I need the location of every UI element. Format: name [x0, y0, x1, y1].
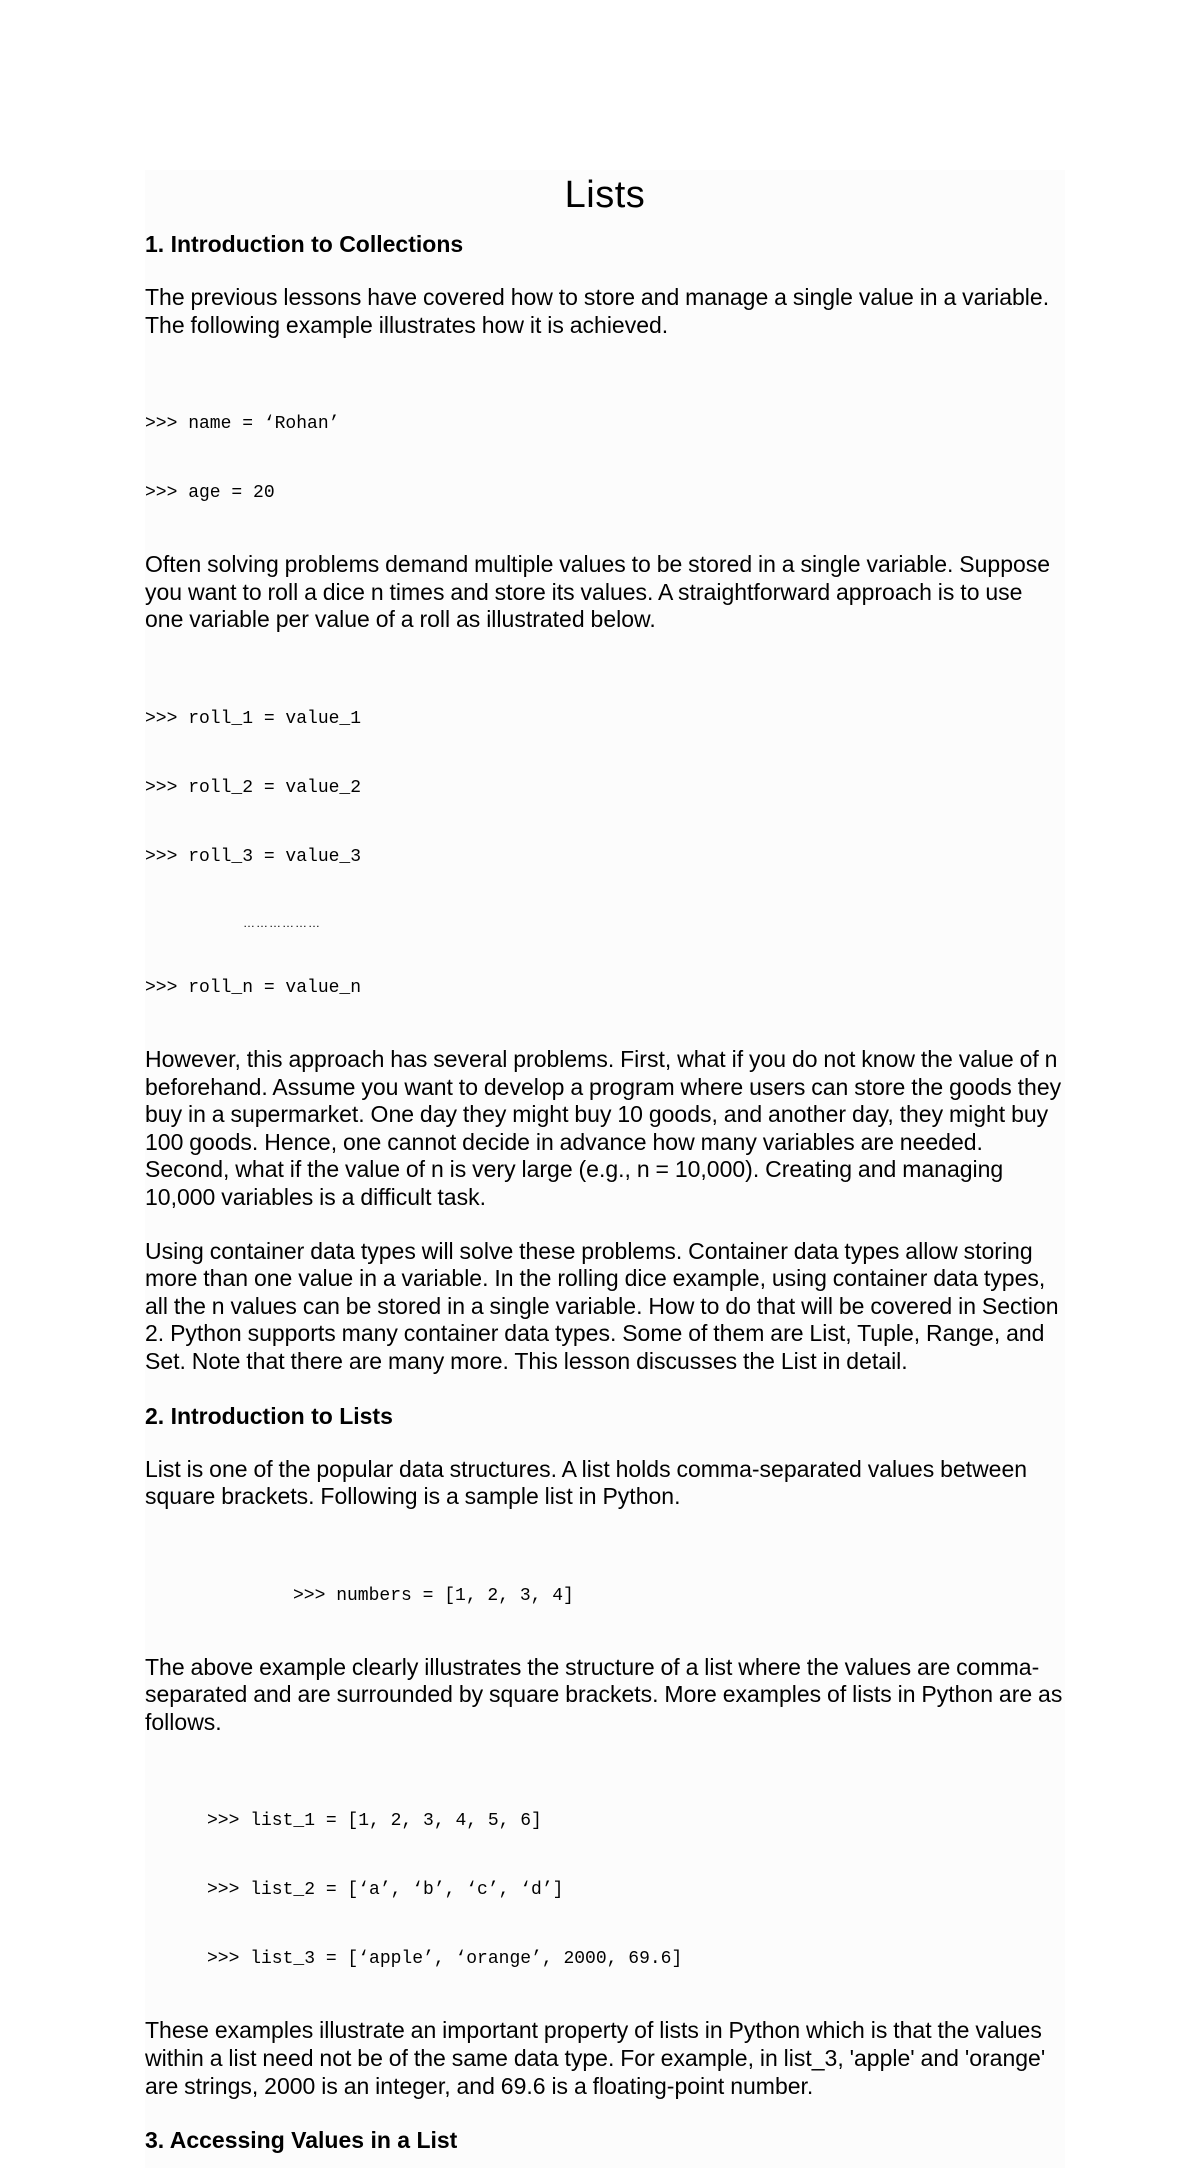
code-block-list-examples [145, 1764, 1065, 2017]
code-line: >>> list_2 = [‘a’, ‘b’, ‘c’, ‘d’] [207, 1880, 564, 1901]
section-2-paragraph-1: List is one of the popular data structures. A list holds comma-separated values between square brackets. Following is a sample list in Python. [145, 1455, 1028, 1510]
code-block-numbers [145, 1539, 1065, 1654]
section-2-paragraph-2: The above example clearly illustrates the structure of a list where the values are comma-separated and are surrounded by square brackets. More examples of lists in Python are as follows. [145, 1653, 1063, 1735]
code-block-roll-n [145, 931, 1065, 1046]
code-block-rolls [145, 662, 1065, 915]
code-line: >>> list_3 = [‘apple’, ‘orange’, 2000, 69.6] [207, 1949, 683, 1970]
code-line: >>> name = ‘Rohan’ [145, 414, 340, 435]
section-2-paragraph-3: These examples illustrate an important property of lists in Python which is that the values within a list need not be of the same data type. For example, in list_3, 'apple' and 'orange' are strings, 2000 is an integer, and 69.6 is a floating-point number. [145, 2017, 1046, 2099]
code-line: >>> numbers = [1, 2, 3, 4] [293, 1585, 574, 1606]
code-line: >>> roll_n = value_n [145, 977, 362, 998]
code-line: >>> list_1 = [1, 2, 3, 4, 5, 6] [207, 1811, 542, 1832]
section-2-heading: 2. Introduction to Lists [145, 1402, 393, 1429]
document-content [145, 170, 1065, 2168]
code-block-variables [145, 367, 1065, 551]
section-1-paragraph-1: The previous lessons have covered how to store and manage a single value in a variable. The following example illustrates how it is achieved. [145, 284, 1050, 338]
section-1-heading: 1. Introduction to Collections [145, 231, 464, 257]
code-line: >>> roll_3 = value_3 [145, 846, 362, 867]
page-title: Lists [564, 174, 646, 216]
section-1-paragraph-2: Often solving problems demand multiple values to be stored in a single variable. Suppose you want to roll a dice n times and store its values. A straightforward approach is to use one variable per value of a roll as illustrated below. [145, 551, 1051, 633]
code-line: >>> roll_1 = value_1 [145, 708, 362, 729]
code-line: >>> age = 20 [145, 483, 275, 504]
section-1-paragraph-3: However, this approach has several problems. First, what if you do not know the value of n beforehand. Assume you want to develop a program where users can store the goods they buy in a supermarket. One day they might buy 10 goods, and another day, they might buy 100 goods. Hence, one cannot decide in advance how many variables are needed. Second, what if the value of n is very large (e.g., n = 10,000). Creating and managing 10,000 variables is a difficult task. [145, 1045, 1062, 1210]
section-1-paragraph-4: Using container data types will solve these problems. Container data types allow storing more than one value in a variable. In the rolling dice example, using container data types, all the n values can be stored in a single variable. How to do that will be covered in Section 2. Python supports many container data types. Some of them are List, Tuple, Range, and Set. Note that there are many more. This lesson discusses the List in detail. [145, 1237, 1059, 1374]
code-ellipsis: ……………… [243, 915, 321, 930]
code-line: >>> roll_2 = value_2 [145, 777, 362, 798]
section-3-heading: 3. Accessing Values in a List [145, 2127, 458, 2154]
